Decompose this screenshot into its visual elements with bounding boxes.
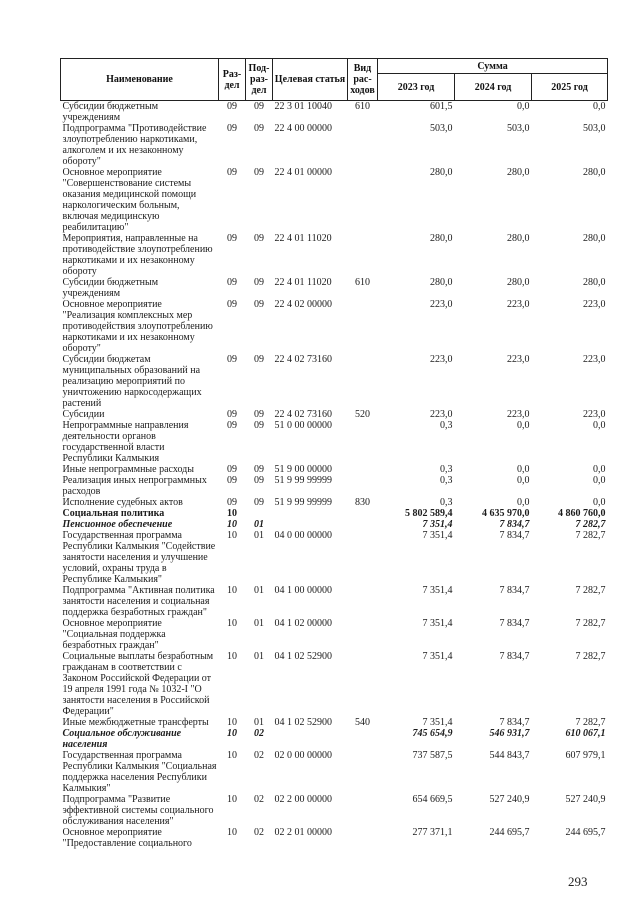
header-target-article: Целевая статья <box>273 59 348 101</box>
cell-subsection: 09 <box>254 123 264 134</box>
header-year-2024: 2024 год <box>455 74 532 101</box>
cell-target-article: 22 3 01 10040 <box>274 101 332 112</box>
cell-expense-type <box>348 464 378 475</box>
cell-subsection: 02 <box>254 827 264 838</box>
cell-expense-type <box>348 299 378 354</box>
cell-expense-type <box>348 420 378 464</box>
cell-subsection: 09 <box>254 101 264 112</box>
cell-2025: 280,0 <box>583 277 606 288</box>
cell-2024: 280,0 <box>507 167 530 178</box>
cell-expense-type: 610 <box>355 277 370 288</box>
cell-subsection <box>246 508 273 519</box>
cell-target-article: 22 4 02 73160 <box>274 409 332 420</box>
cell-expense-type <box>348 167 378 233</box>
cell-expense-type <box>348 519 378 530</box>
cell-2025: 223,0 <box>583 409 606 420</box>
cell-2023: 280,0 <box>430 233 453 244</box>
cell-2024: 280,0 <box>507 277 530 288</box>
cell-2024: 7 834,7 <box>499 530 530 541</box>
cell-subsection: 01 <box>254 519 264 530</box>
table-row <box>61 354 608 409</box>
cell-expense-type <box>348 651 378 717</box>
cell-section: 09 <box>227 123 237 134</box>
cell-2023: 503,0 <box>430 123 453 134</box>
cell-expense-type <box>348 728 378 750</box>
cell-subsection: 02 <box>254 794 264 805</box>
cell-2025: 7 282,7 <box>575 585 606 596</box>
cell-name: Государственная программа Республики Калмыкия "Содействие занятости населения и улучшение условий, охраны труда в Республике Калмыкия" <box>62 530 216 585</box>
table-row <box>61 585 608 618</box>
cell-target-article: 51 0 00 00000 <box>274 420 332 431</box>
cell-section: 09 <box>227 101 237 112</box>
cell-target-article: 04 0 00 00000 <box>274 530 332 541</box>
cell-2025: 0,0 <box>593 464 606 475</box>
cell-expense-type: 520 <box>355 409 370 420</box>
cell-2023: 280,0 <box>430 167 453 178</box>
table-row <box>61 409 608 420</box>
table-row <box>61 101 608 124</box>
cell-subsection: 09 <box>254 420 264 431</box>
cell-target-article: 22 4 01 11020 <box>274 277 332 288</box>
cell-target-article: 51 9 99 99999 <box>274 497 332 508</box>
header-year-2023: 2023 год <box>378 74 455 101</box>
cell-expense-type <box>348 354 378 409</box>
cell-name: Мероприятия, направленные на противодействие злоупотреблению наркотиками и их незаконному обороту <box>62 233 213 277</box>
cell-target-article: 02 2 01 00000 <box>274 827 332 838</box>
cell-subsection: 09 <box>254 464 264 475</box>
cell-2024: 223,0 <box>507 299 530 310</box>
cell-subsection: 09 <box>254 299 264 310</box>
cell-subsection: 09 <box>254 497 264 508</box>
cell-2024: 0,0 <box>517 101 530 112</box>
cell-2023: 0,3 <box>440 497 453 508</box>
cell-section: 09 <box>227 420 237 431</box>
cell-expense-type: 610 <box>355 101 370 112</box>
cell-target-article: 04 1 02 00000 <box>274 618 332 629</box>
cell-2024: 7 834,7 <box>499 618 530 629</box>
table-row <box>61 651 608 717</box>
cell-2025: 0,0 <box>593 101 606 112</box>
cell-target-article: 22 4 00 00000 <box>274 123 332 134</box>
table-row <box>61 420 608 464</box>
page-number: 293 <box>568 874 588 889</box>
cell-2023: 7 351,4 <box>422 519 453 530</box>
header-year-2025: 2025 год <box>532 74 608 101</box>
cell-2023: 5 802 589,4 <box>405 508 453 519</box>
cell-2025: 280,0 <box>583 233 606 244</box>
table-row <box>61 717 608 728</box>
cell-subsection: 09 <box>254 277 264 288</box>
cell-section: 10 <box>227 508 237 519</box>
cell-2024: 7 834,7 <box>499 519 530 530</box>
cell-section: 09 <box>227 475 237 486</box>
cell-expense-type <box>348 233 378 277</box>
cell-2023: 745 654,9 <box>412 728 453 739</box>
cell-2025: 0,0 <box>593 497 606 508</box>
cell-2023: 223,0 <box>430 299 453 310</box>
cell-2024: 544 843,7 <box>489 750 530 761</box>
cell-target-article <box>273 728 348 750</box>
cell-2023: 601,5 <box>430 101 453 112</box>
cell-name: Субсидии бюджетным учреждениям <box>62 101 159 123</box>
cell-2024: 0,0 <box>517 475 530 486</box>
cell-name: Основное мероприятие "Предоставление социального <box>62 827 192 849</box>
cell-target-article: 02 0 00 00000 <box>274 750 332 761</box>
table-row <box>61 618 608 651</box>
header-name: Наименование <box>61 59 219 101</box>
cell-section: 10 <box>227 728 237 739</box>
table-row <box>61 167 608 233</box>
cell-subsection: 09 <box>254 409 264 420</box>
table-row <box>61 299 608 354</box>
cell-target-article: 22 4 01 00000 <box>274 167 332 178</box>
cell-target-article: 22 4 01 11020 <box>274 233 332 244</box>
cell-section: 09 <box>227 299 237 310</box>
cell-expense-type <box>348 750 378 794</box>
table-row <box>61 233 608 277</box>
cell-target-article: 02 2 00 00000 <box>274 794 332 805</box>
header-sum: Сумма <box>378 59 608 74</box>
table-row <box>61 750 608 794</box>
cell-2024: 0,0 <box>517 497 530 508</box>
cell-name: Социальная политика <box>62 508 165 519</box>
cell-name: Подпрограмма "Развитие эффективной системы социального обслуживания населения" <box>62 794 214 827</box>
table-row <box>61 123 608 167</box>
cell-subsection: 01 <box>254 717 264 728</box>
cell-expense-type: 540 <box>355 717 370 728</box>
cell-target-article: 04 1 00 00000 <box>274 585 332 596</box>
cell-2025: 223,0 <box>583 299 606 310</box>
cell-2025: 244 695,7 <box>565 827 606 838</box>
cell-name: Социальное обслуживание населения <box>62 728 182 750</box>
cell-section: 10 <box>227 717 237 728</box>
table-row <box>61 464 608 475</box>
table-row <box>61 827 608 849</box>
cell-2025: 280,0 <box>583 167 606 178</box>
cell-subsection: 09 <box>254 167 264 178</box>
cell-section: 09 <box>227 277 237 288</box>
table-row <box>61 508 608 519</box>
cell-section: 09 <box>227 497 237 508</box>
cell-2023: 7 351,4 <box>422 618 453 629</box>
cell-2023: 7 351,4 <box>422 651 453 662</box>
cell-section: 09 <box>227 233 237 244</box>
cell-name: Иные межбюджетные трансферты <box>62 717 209 728</box>
cell-2023: 737 587,5 <box>412 750 453 761</box>
cell-target-article <box>273 519 348 530</box>
cell-section: 10 <box>227 794 237 805</box>
cell-expense-type <box>348 827 378 849</box>
cell-2023: 7 351,4 <box>422 530 453 541</box>
cell-2024: 546 931,7 <box>489 728 530 739</box>
cell-section: 10 <box>227 651 237 662</box>
table-row <box>61 519 608 530</box>
cell-section: 09 <box>227 354 237 365</box>
cell-name: Исполнение судебных актов <box>62 497 183 508</box>
cell-section: 10 <box>227 827 237 838</box>
cell-name: Непрограммные направления деятельности органов государственной власти Республики Калмыкия <box>62 420 189 464</box>
cell-2024: 0,0 <box>517 420 530 431</box>
cell-expense-type <box>348 530 378 585</box>
cell-2024: 223,0 <box>507 409 530 420</box>
cell-2025: 7 282,7 <box>575 519 606 530</box>
cell-name: Основное мероприятие "Социальная поддержка безработных граждан" <box>62 618 166 651</box>
cell-target-article: 22 4 02 73160 <box>274 354 332 365</box>
cell-subsection: 01 <box>254 651 264 662</box>
cell-subsection: 01 <box>254 618 264 629</box>
cell-subsection: 01 <box>254 585 264 596</box>
cell-section: 10 <box>227 750 237 761</box>
cell-section: 10 <box>227 530 237 541</box>
table-row <box>61 475 608 497</box>
cell-2024: 527 240,9 <box>489 794 530 805</box>
cell-2025: 223,0 <box>583 354 606 365</box>
table-row <box>61 794 608 827</box>
table-row <box>61 497 608 508</box>
cell-2024: 4 635 970,0 <box>482 508 530 519</box>
cell-expense-type: 830 <box>355 497 370 508</box>
cell-target-article: 51 9 99 99999 <box>274 475 332 486</box>
cell-2025: 7 282,7 <box>575 618 606 629</box>
cell-name: Основное мероприятие "Реализация комплексных мер противодействия злоупотреблению наркотиками и их незаконному обороту" <box>62 299 213 354</box>
cell-2024: 7 834,7 <box>499 651 530 662</box>
cell-name: Подпрограмма "Активная политика занятости населения и социальная поддержка безработных граждан" <box>62 585 215 618</box>
cell-subsection: 02 <box>254 728 264 739</box>
cell-2024: 7 834,7 <box>499 717 530 728</box>
cell-target-article: 22 4 02 00000 <box>274 299 332 310</box>
budget-table <box>60 58 608 849</box>
cell-2025: 4 860 760,0 <box>558 508 606 519</box>
cell-2025: 503,0 <box>583 123 606 134</box>
header-subsection: Под-раз-дел <box>246 59 273 101</box>
table-row <box>61 277 608 299</box>
cell-target-article: 51 9 00 00000 <box>274 464 332 475</box>
cell-2023: 0,3 <box>440 420 453 431</box>
cell-2023: 223,0 <box>430 409 453 420</box>
cell-name: Подпрограмма "Противодействие злоупотреблению наркотиками, алкоголем и их незаконному обороту" <box>62 123 207 167</box>
cell-section: 09 <box>227 464 237 475</box>
cell-2025: 527 240,9 <box>565 794 606 805</box>
cell-name: Субсидии <box>62 409 105 420</box>
cell-2024: 0,0 <box>517 464 530 475</box>
cell-name: Иные непрограммные расходы <box>62 464 194 475</box>
cell-name: Основное мероприятие "Совершенствование системы оказания медицинской помощи наркологическим больным, включая медицинскую реабилитацию" <box>62 167 197 233</box>
cell-subsection: 09 <box>254 475 264 486</box>
cell-2023: 7 351,4 <box>422 585 453 596</box>
cell-section: 10 <box>227 519 237 530</box>
cell-subsection: 09 <box>254 354 264 365</box>
cell-expense-type <box>348 794 378 827</box>
cell-subsection: 09 <box>254 233 264 244</box>
cell-2025: 0,0 <box>593 475 606 486</box>
table-body <box>61 101 608 850</box>
cell-expense-type <box>348 123 378 167</box>
cell-2023: 7 351,4 <box>422 717 453 728</box>
cell-section: 10 <box>227 618 237 629</box>
cell-name: Реализация иных непрограммных расходов <box>62 475 207 497</box>
cell-name: Социальные выплаты безработным гражданам в соответствии с Законом Российской Федерации от 19 апреля 1991 года № 1032-I "О занятости населения в Российской Федерации" <box>62 651 214 717</box>
header-expense-type: Вид рас-ходов <box>348 59 378 101</box>
table-row <box>61 728 608 750</box>
cell-2024: 7 834,7 <box>499 585 530 596</box>
cell-2024: 244 695,7 <box>489 827 530 838</box>
cell-2024: 280,0 <box>507 233 530 244</box>
cell-2023: 0,3 <box>440 475 453 486</box>
cell-2025: 7 282,7 <box>575 530 606 541</box>
cell-2023: 654 669,5 <box>412 794 453 805</box>
cell-2024: 223,0 <box>507 354 530 365</box>
cell-target-article: 04 1 02 52900 <box>274 651 332 662</box>
cell-name: Государственная программа Республики Калмыкия "Социальная поддержка населения Республики Калмыкия" <box>62 750 217 794</box>
cell-subsection: 02 <box>254 750 264 761</box>
cell-expense-type <box>348 475 378 497</box>
cell-expense-type <box>348 508 378 519</box>
cell-expense-type <box>348 585 378 618</box>
cell-2023: 277 371,1 <box>412 827 453 838</box>
cell-2025: 7 282,7 <box>575 651 606 662</box>
cell-target-article <box>273 508 348 519</box>
cell-section: 10 <box>227 585 237 596</box>
cell-2025: 7 282,7 <box>575 717 606 728</box>
cell-2025: 607 979,1 <box>565 750 606 761</box>
cell-2024: 503,0 <box>507 123 530 134</box>
cell-2025: 0,0 <box>593 420 606 431</box>
header-section: Раз-дел <box>219 59 246 101</box>
cell-2023: 223,0 <box>430 354 453 365</box>
cell-name: Субсидии бюджетам муниципальных образований на реализацию мероприятий по уничтожению наркосодержащих растений <box>62 354 202 409</box>
cell-2025: 610 067,1 <box>565 728 606 739</box>
cell-section: 09 <box>227 409 237 420</box>
cell-2023: 280,0 <box>430 277 453 288</box>
cell-target-article: 04 1 02 52900 <box>274 717 332 728</box>
cell-section: 09 <box>227 167 237 178</box>
cell-expense-type <box>348 618 378 651</box>
cell-name: Пенсионное обеспечение <box>62 519 173 530</box>
table-row <box>61 530 608 585</box>
cell-subsection: 01 <box>254 530 264 541</box>
cell-name: Субсидии бюджетным учреждениям <box>62 277 159 299</box>
cell-2023: 0,3 <box>440 464 453 475</box>
